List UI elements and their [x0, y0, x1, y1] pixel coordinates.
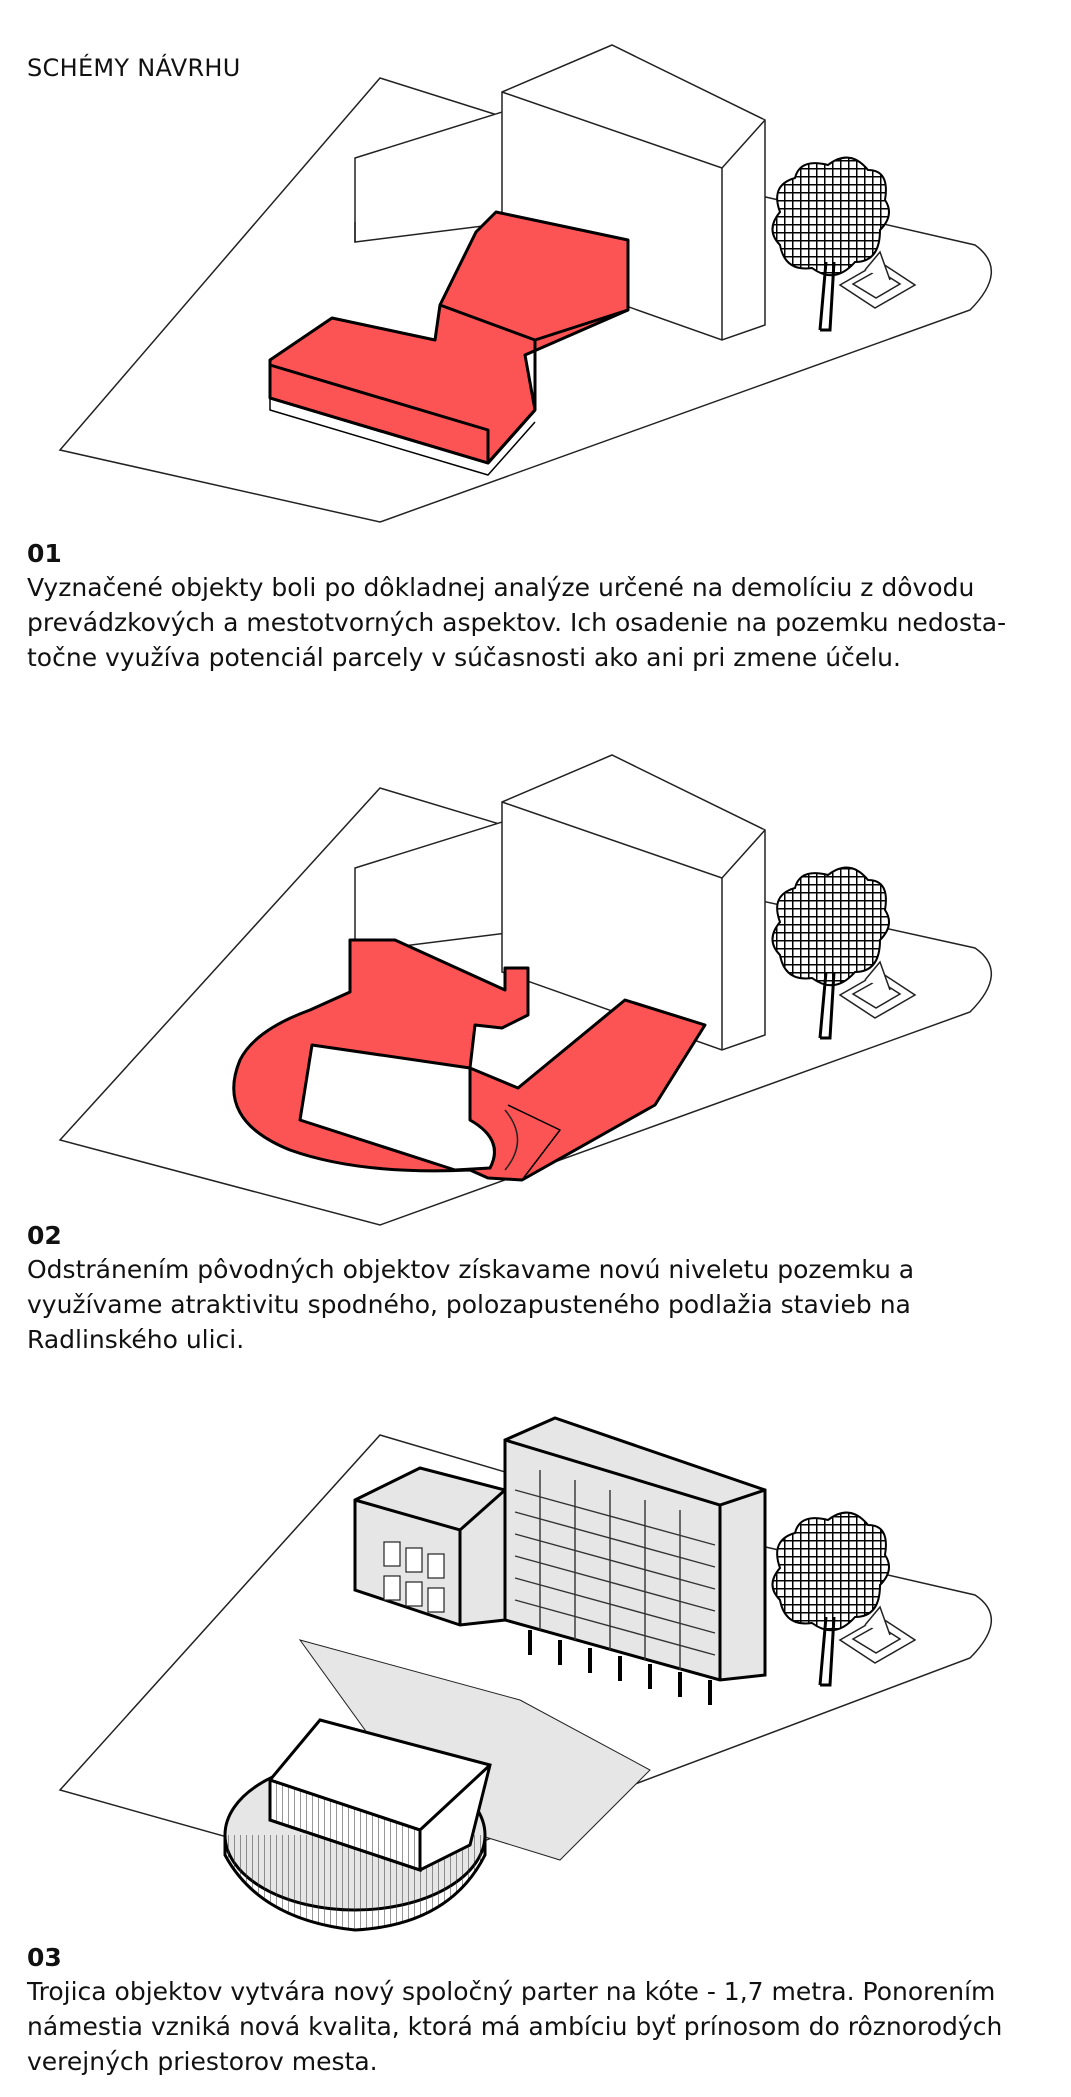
- scheme-number: 03: [27, 1943, 62, 1972]
- scheme-01: [0, 0, 1071, 680]
- scheme-02-drawing: [0, 700, 1071, 1260]
- scheme-number: 02: [27, 1221, 62, 1250]
- scheme-description: Odstránením pôvodných objektov získavame novú niveletu pozemku a využívame atraktivitu spodného, polozapusteného podlažia stavieb na Radlinského ulici.: [27, 1255, 915, 1354]
- scheme-02-caption: [27, 1220, 1057, 1357]
- scheme-01-caption: [27, 538, 1057, 675]
- scheme-03-drawing: [0, 1340, 1071, 1960]
- scheme-description: Vyznačené objekty boli po dôkladnej analýze určené na demolíciu z dôvodu prevádzkových a mestotvorných aspektov. Ich osadenie na pozemku nedosta-točne využíva potenciál parcely v súčasnosti ako ani pri zmene účelu.: [27, 573, 1007, 672]
- scheme-03: [0, 1340, 1071, 2097]
- scheme-description: Trojica objektov vytvára nový spoločný parter na kóte - 1,7 metra. Ponorením námestia vzniká nová kvalita, ktorá má ambíciu byť prínosom do rôznorodých verejných priestorov mesta.: [27, 1977, 1003, 2076]
- scheme-02: [0, 700, 1071, 1354]
- scheme-03-caption: [27, 1942, 1057, 2079]
- page-title: SCHÉMY NÁVRHU: [27, 54, 241, 82]
- scheme-number: 01: [27, 539, 62, 568]
- scheme-01-drawing: [0, 0, 1071, 560]
